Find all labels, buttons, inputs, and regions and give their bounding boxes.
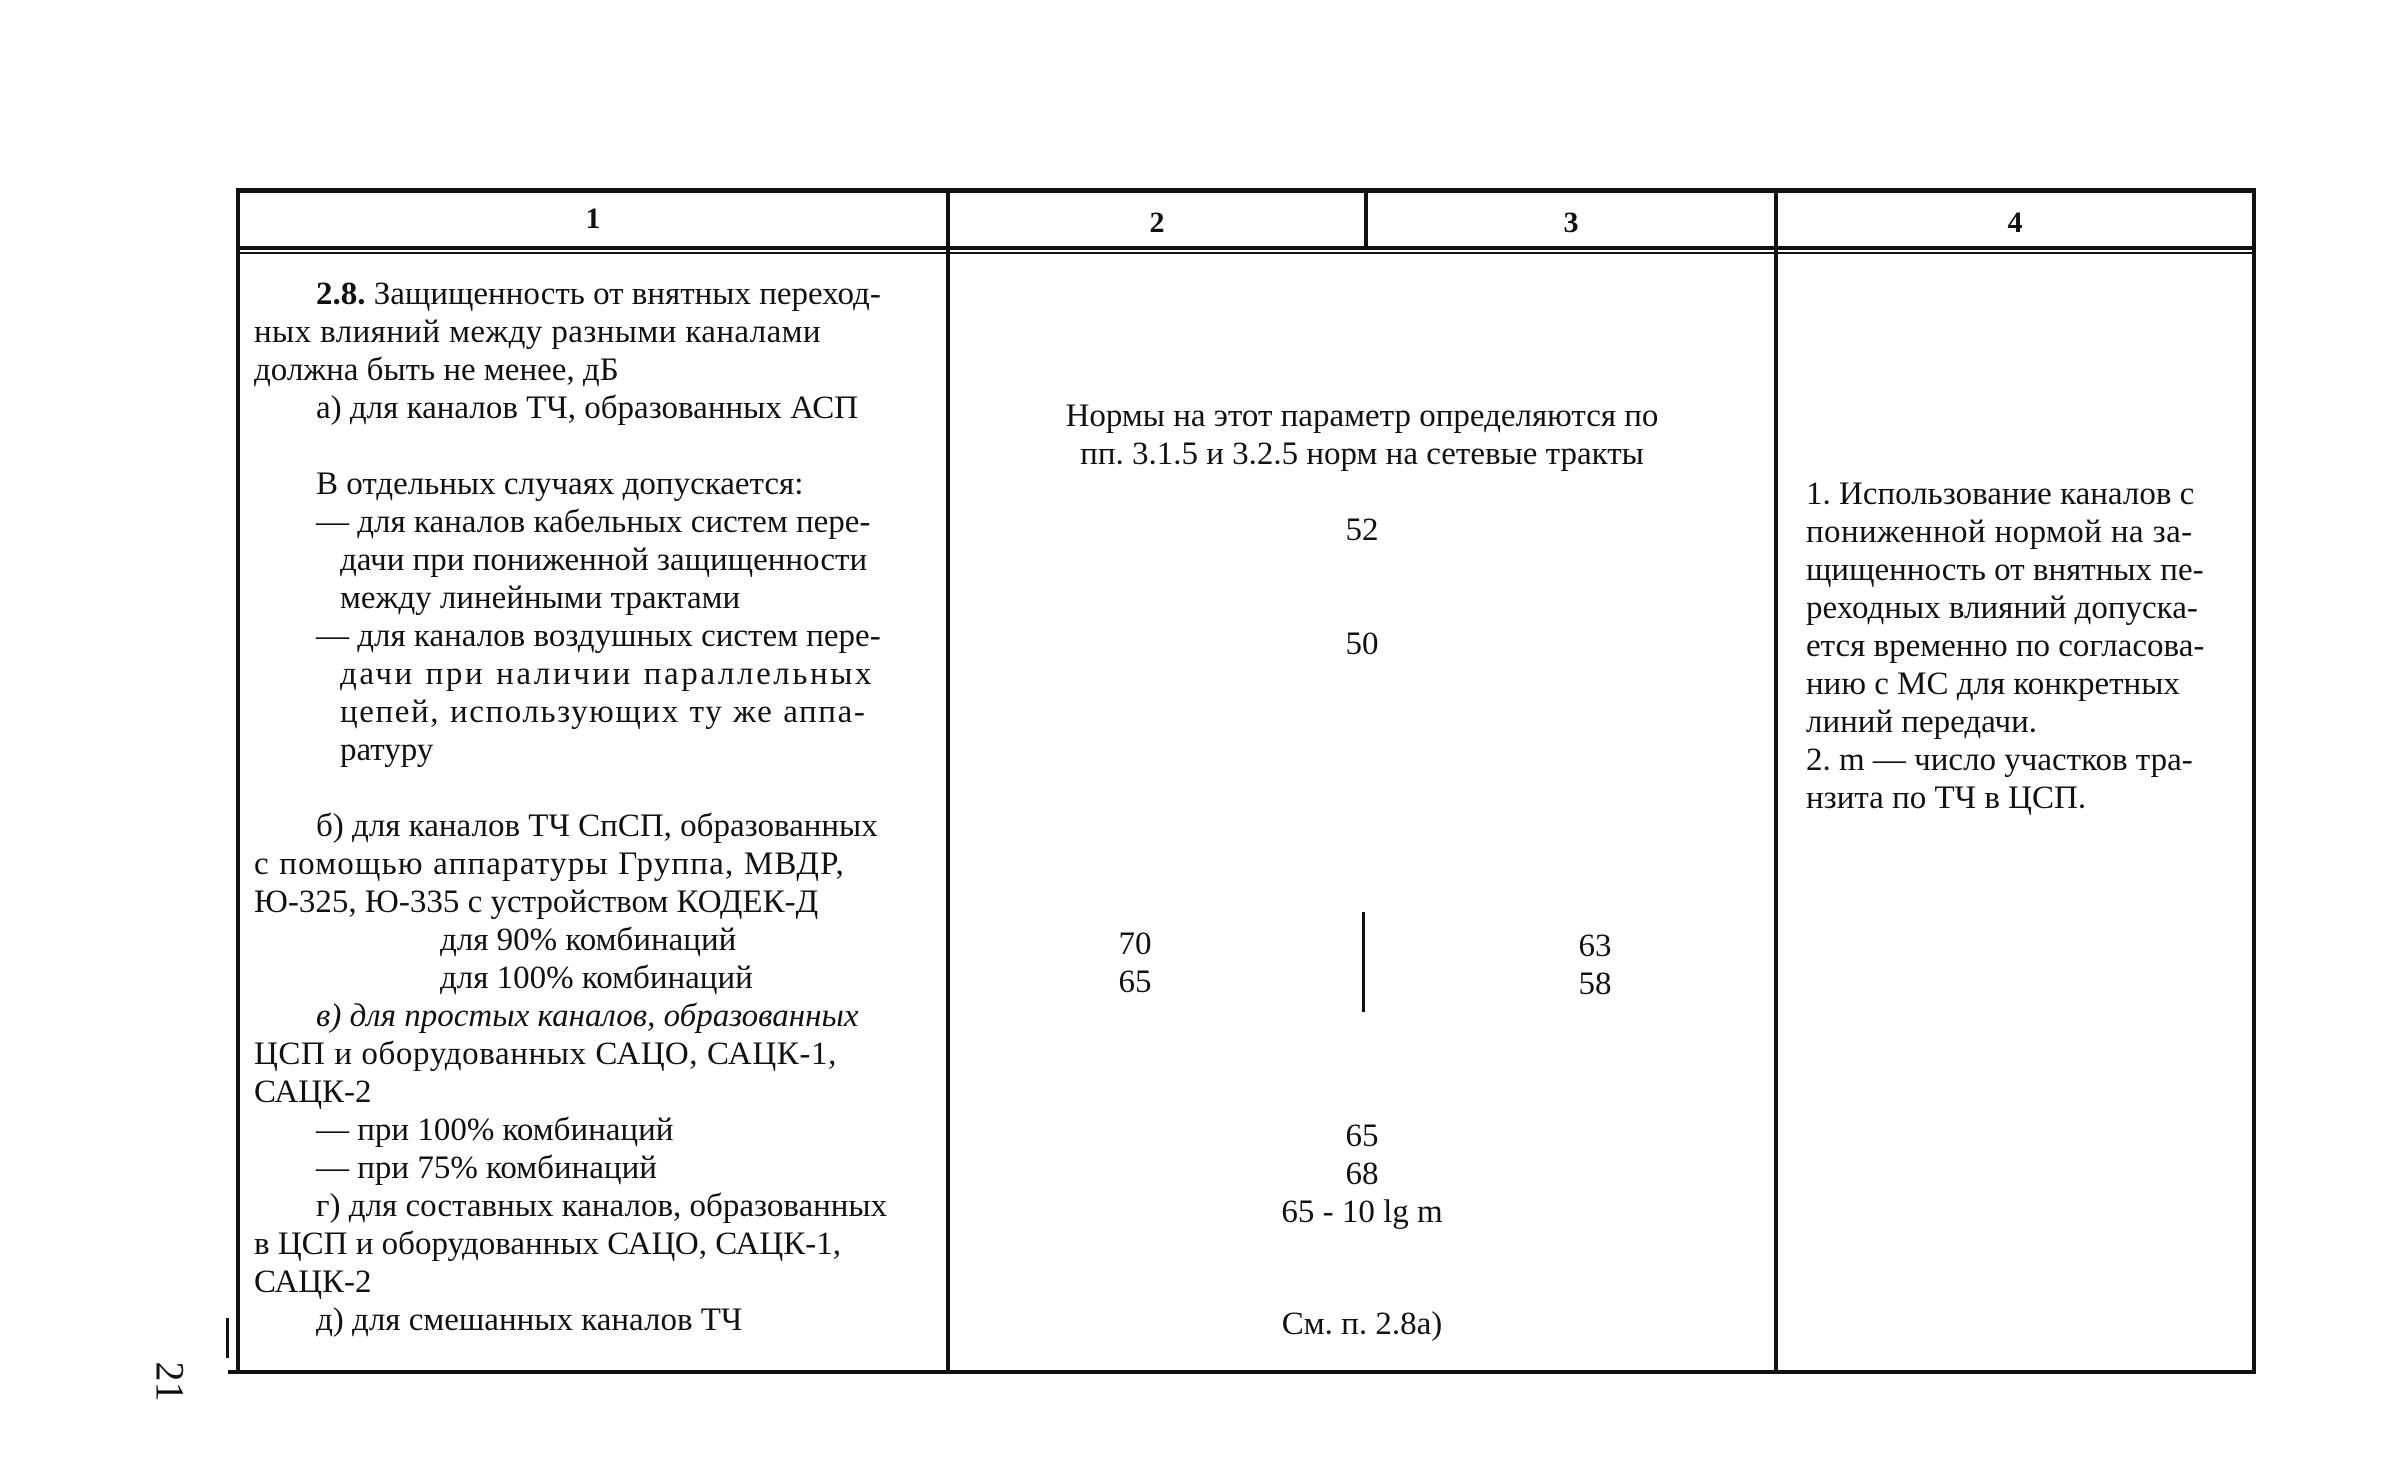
value-b100-col2: 65 [1118, 964, 1152, 1000]
note2-line2: нзита по ТЧ в ЦСП. [1806, 780, 2087, 816]
table-bottom-border [228, 1370, 2256, 1374]
value-b90-col3: 63 [1578, 928, 1612, 964]
note1-line4: реходных влияний допуска- [1806, 590, 2198, 626]
dash1-line3: между линейными трактами [340, 580, 741, 616]
sub-a: а) для каналов ТЧ, образованных АСП [316, 390, 859, 426]
dash2-line3: цепей, использующих ту же аппа- [340, 694, 867, 730]
note2-line1: 2. m — число участков тра- [1806, 742, 2193, 778]
note1-line7: линий передачи. [1806, 704, 2037, 740]
page-number: 21 [147, 1361, 193, 1402]
sub-g-line2: в ЦСП и оборудованных САЦО, САЦК-1, [254, 1226, 841, 1262]
note1-line2: пониженной нормой на за- [1806, 514, 2193, 550]
note1-line5: ется временно по согласова- [1806, 628, 2205, 664]
sub-g-line1: г) для составных каналов, образованных [316, 1188, 888, 1224]
table-left-border [236, 188, 240, 1374]
sub-v-line3: САЦК-2 [254, 1074, 372, 1110]
value-g-formula: 65 - 10 lg m [1281, 1194, 1443, 1230]
allowed-heading: В отдельных случаях допускается: [316, 466, 804, 502]
header-col2: 2 [1149, 206, 1165, 239]
sub-b-90: для 90% комбинаций [440, 922, 737, 958]
note1-line1: 1. Использование каналов с [1806, 476, 2195, 512]
table-right-border [2252, 188, 2256, 1374]
value-d-reference: См. п. 2.8а) [1281, 1306, 1443, 1342]
value-52: 52 [1345, 512, 1379, 548]
item-2-8-line3: должна быть не менее, дБ [254, 352, 619, 388]
col3-right-border [1774, 188, 1778, 1374]
sub-v-line2: ЦСП и оборудованных САЦО, САЦК-1, [254, 1036, 837, 1072]
value-v100: 65 [1345, 1118, 1379, 1154]
dash1-line2: дачи при пониженной защищенности [340, 542, 868, 578]
header-col4: 4 [2007, 206, 2023, 239]
item-2-8-line1 [316, 275, 881, 313]
sub-g-line3: САЦК-2 [254, 1264, 372, 1300]
sub-b-line2: с помощью аппаратуры Группа, МВДР, [254, 846, 845, 882]
table-top-border [236, 188, 2256, 193]
note1-line3: щищенность от внятных пе- [1806, 552, 2204, 588]
sub-v-75: — при 75% комбинаций [316, 1150, 657, 1186]
value-50: 50 [1345, 626, 1379, 662]
header-col3: 3 [1563, 206, 1579, 239]
sub-b-line1: б) для каналов ТЧ СпСП, образованных [316, 808, 878, 844]
note1-line6: нию с МС для конкретных [1806, 666, 2180, 702]
sub-b-line3: Ю-325, Ю-335 с устройством КОДЕК-Д [254, 884, 819, 920]
sub-v-100: — при 100% комбинаций [316, 1112, 674, 1148]
item-number: 2.8. [316, 276, 366, 312]
item-2-8-line2: ных влияний между разными каналами [254, 314, 821, 350]
dash2-line1: — для каналов воздушных систем пере- [316, 618, 881, 654]
value-b100-col3: 58 [1578, 966, 1612, 1002]
header-bottom-border-2 [236, 252, 2256, 254]
value-b90-col2: 70 [1118, 926, 1152, 962]
margin-mark [226, 1318, 229, 1358]
dash2-line2: дачи при наличии параллельных [340, 656, 875, 692]
dash2-line4: ратуру [340, 732, 434, 768]
norms-text-line1: Нормы на этот параметр определяются по [1065, 398, 1659, 434]
value-v75: 68 [1345, 1156, 1379, 1192]
sub-v-line1: в) для простых каналов, образованных [316, 998, 859, 1034]
dash1-line1: — для каналов кабельных систем пере- [316, 504, 871, 540]
sub-d: д) для смешанных каналов ТЧ [316, 1302, 743, 1338]
item-text: Защищенность от внятных переход- [365, 276, 881, 312]
header-col1: 1 [585, 202, 601, 235]
col2-col3-divider-b [1362, 912, 1365, 1012]
norms-text-line2: пп. 3.1.5 и 3.2.5 норм на сетевые тракты [1080, 436, 1644, 472]
header-bottom-border [236, 246, 2256, 250]
sub-b-100: для 100% комбинаций [440, 960, 753, 996]
